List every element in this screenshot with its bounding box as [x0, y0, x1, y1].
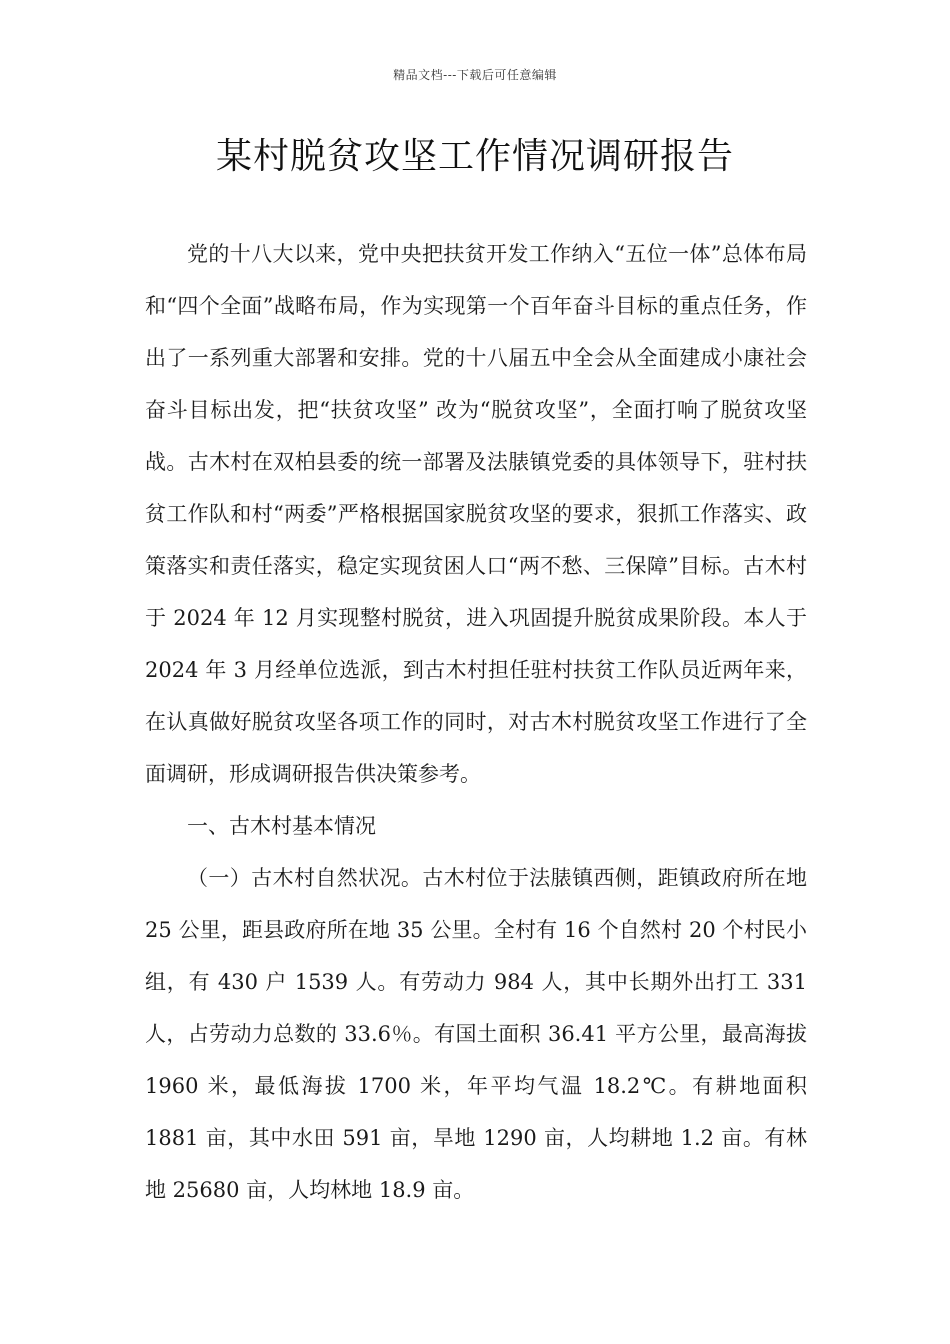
subsection-paragraph: （一）古木村自然状况。古木村位于法脿镇西侧，距镇政府所在地 25 公里，距县政府所在地 35 公里。全村有 16 个自然村 20 个村民小组，有 430 户 1539 人。有劳动力 984 人，其中长期外出打工 331 人，占劳动力总数的 33.6％。有国土面积 36.41 平方公里，最高海拔 1960 米，最低海拔 1700 米，年平均气温 18.2℃。有耕地面积 1881 亩，其中水田 591 亩，旱地 1290 亩，人均耕地 1.2 亩。有林地 25680 亩，人均林地 18.9 亩。 — [145, 866, 807, 1202]
page-title: 某村脱贫攻坚工作情况调研报告 — [215, 136, 734, 177]
header-note: 精品文档---下载后可任意编辑 — [393, 68, 557, 82]
intro-paragraph: 党的十八大以来，党中央把扶贫开发工作纳入“五位一体”总体布局和“四个全面”战略布局，作为实现第一个百年奋斗目标的重点任务，作出了一系列重大部署和安排。党的十八届五中全会从全面建成小康社会奋斗目标出发，把“扶贫攻坚” 改为“脱贫攻坚”，全面打响了脱贫攻坚战。古木村在双柏县委的统一部署及法脿镇党委的具体领导下，驻村扶贫工作队和村“两委”严格根据国家脱贫攻坚的要求，狠抓工作落实、政策落实和责任落实，稳定实现贫困人口“两不愁、三保障”目标。古木村于 2024 年 12 月实现整村脱贫，进入巩固提升脱贫成果阶段。本人于 2024 年 3 月经单位选派，到古木村担任驻村扶贫工作队员近两年来，在认真做好脱贫攻坚各项工作的同时，对古木村脱贫攻坚工作进行了全面调研，形成调研报告供决策参考。 — [145, 242, 807, 786]
document-body — [145, 228, 807, 1216]
section-heading: 一、古木村基本情况 — [187, 814, 376, 838]
